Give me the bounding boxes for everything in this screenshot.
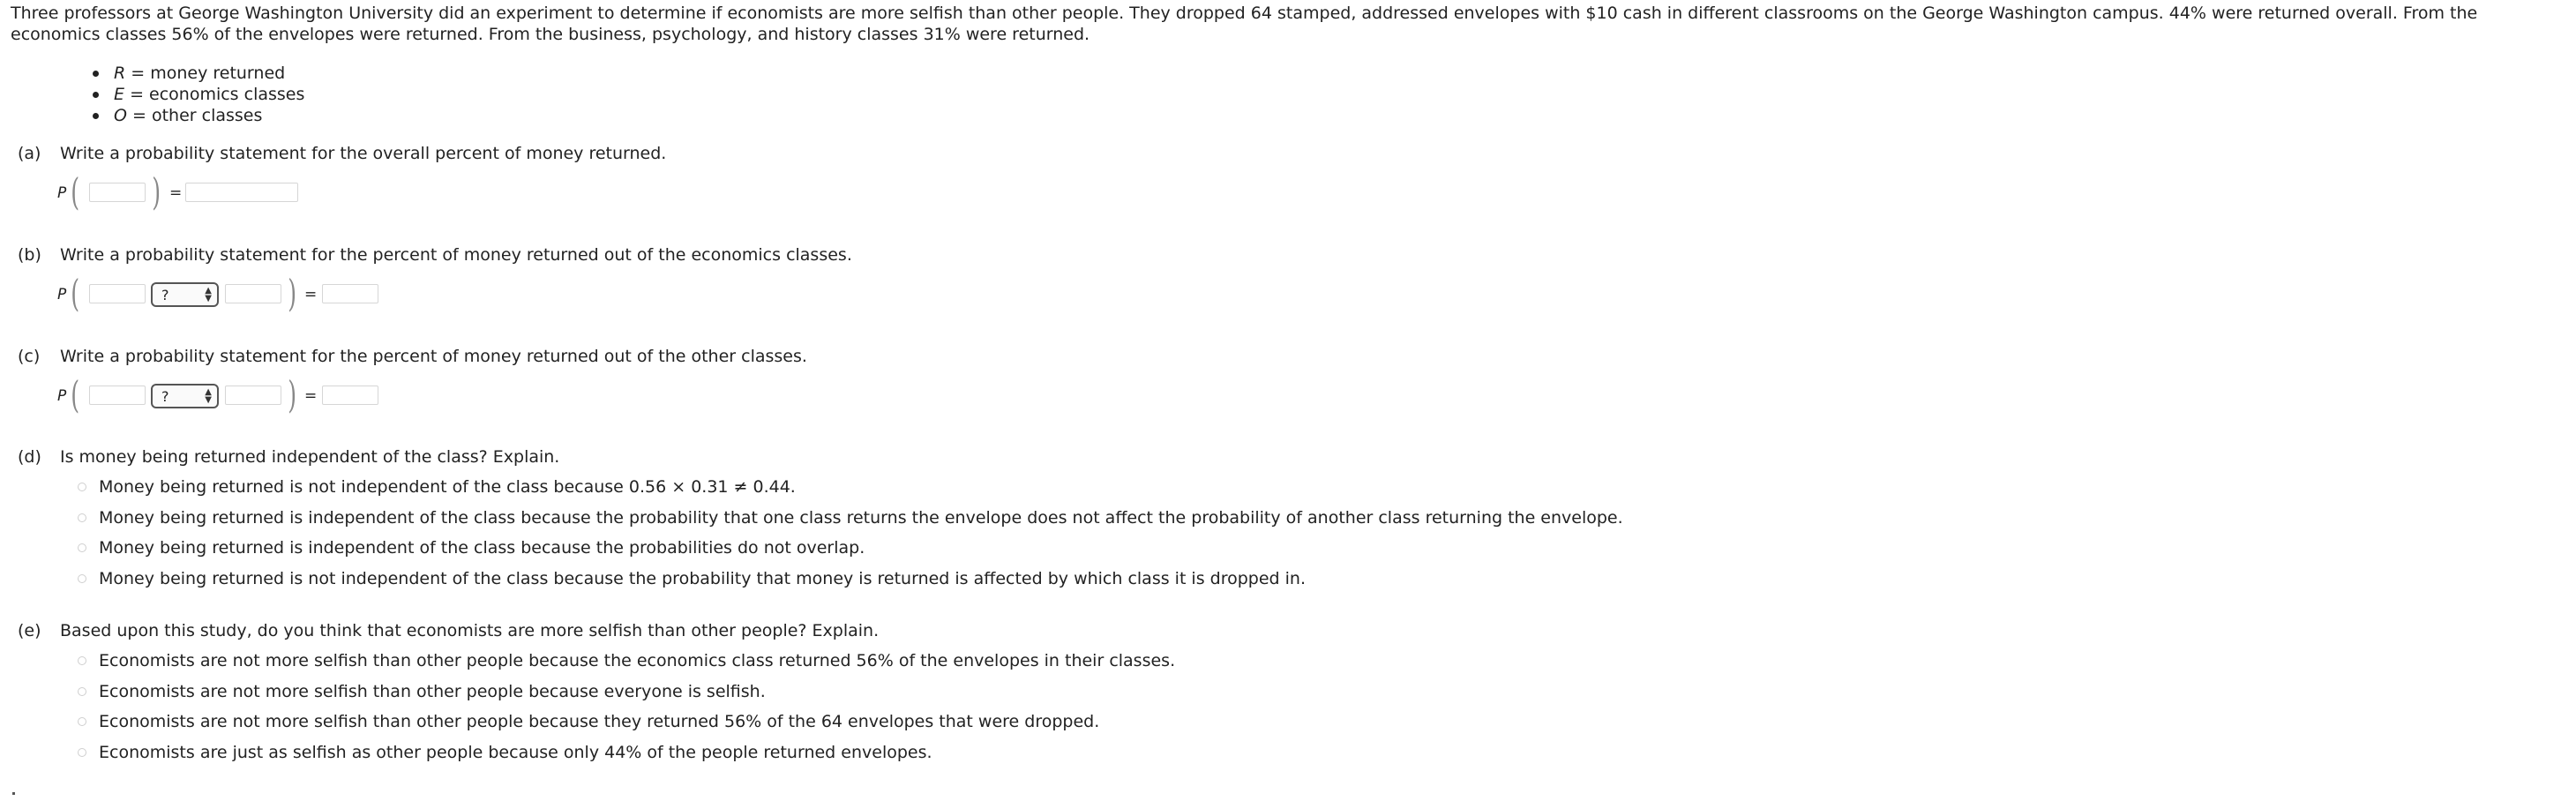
question-c: (c) Write a probability statement for the percent of money returned out of the other classes.: [18, 347, 807, 366]
operator-select-b[interactable]: ? ▲ ▼: [151, 282, 219, 307]
radio-button[interactable]: [78, 483, 86, 491]
radio-button[interactable]: [78, 543, 86, 552]
probability-value-input-c[interactable]: [322, 386, 378, 405]
question-page: Three professors at George Washington University did an experiment to determine if economists are more selfish than other people. They dropped 64 stamped, addressed envelopes with $10 cash in different classrooms on the George Washington campus. 44% were returned overall. From the economics classes 56% of the envelopes were returned. From the business, psychology, and history classes 31% were returned. R = money returned E = economics classes O = other classes (a) Write a probability statement for the overall percent of money returned. P ( ) = (b) Write a probability statement for the percent of money returned out of the economics classes. P ( ? ▲ ▼ ) = (c) Write a probability statement for the percent of money returned out of the other classes. P ( ? ▲ ▼ ) = (d) Is money being returned independent of the class? Explain. Money being returned is not independent of the class because 0.56 × 0.31 ≠ 0.44. Money being returned is independent of the class because the probability that one class returns the envelope does not affect the probability of another class returning the envelope. Money being returned is independent of the class because the probabilities do not overlap. Money being returned is not independent of the class because the probability that money is returned is affected by which class it is dropped in. (e) Based upon this study, do you think that economists are more selfish than other people? Explain. Economists are not more selfish than other people because the economics class returned 56% of the envelopes in their classes. Economists are not more selfish than other people because everyone is selfish. Economists are not more selfish than other people because they returned 56% of the 64 envelopes that were dropped. Economists are just as selfish as other people because only 44% of the people returned envelopes.: [0, 0, 2576, 801]
event-input-c1[interactable]: [89, 386, 146, 405]
probability-value-input-a[interactable]: [185, 183, 298, 202]
definition-item: R = money returned: [93, 63, 304, 84]
question-a: (a) Write a probability statement for the overall percent of money returned.: [18, 144, 667, 163]
edge-mark: [12, 792, 15, 795]
radio-button[interactable]: [78, 687, 86, 696]
variable-definitions: [93, 63, 304, 126]
problem-intro: Three professors at George Washington University did an experiment to determine if economists are more selfish than other people. They dropped 64 stamped, addressed envelopes with $10 cash in different classrooms on the George Washington campus. 44% were returned overall. From the economics classes 56% of the envelopes were returned. From the business, psychology, and history classes 31% were returned.: [11, 4, 2478, 44]
radio-button[interactable]: [78, 513, 86, 522]
probability-value-input-b[interactable]: [322, 284, 378, 303]
event-input-b1[interactable]: [89, 284, 146, 303]
radio-button[interactable]: [78, 574, 86, 583]
definition-item: O = other classes: [93, 105, 304, 126]
question-b: (b) Write a probability statement for the percent of money returned out of the economics classes.: [18, 245, 852, 265]
radio-button[interactable]: [78, 717, 86, 726]
radio-button[interactable]: [78, 748, 86, 757]
radio-button[interactable]: [78, 656, 86, 665]
select-arrows-icon: ▲ ▼: [205, 286, 212, 303]
event-input-a[interactable]: [89, 183, 146, 202]
event-input-b2[interactable]: [225, 284, 281, 303]
question-d: (d) Is money being returned independent of the class? Explain.: [18, 447, 560, 467]
event-input-c2[interactable]: [225, 386, 281, 405]
operator-select-c[interactable]: ? ▲ ▼: [151, 384, 219, 408]
definition-item: E = economics classes: [93, 84, 304, 105]
question-e: (e) Based upon this study, do you think that economists are more selfish than other people? Explain.: [18, 621, 880, 640]
select-arrows-icon: ▲ ▼: [205, 387, 212, 405]
